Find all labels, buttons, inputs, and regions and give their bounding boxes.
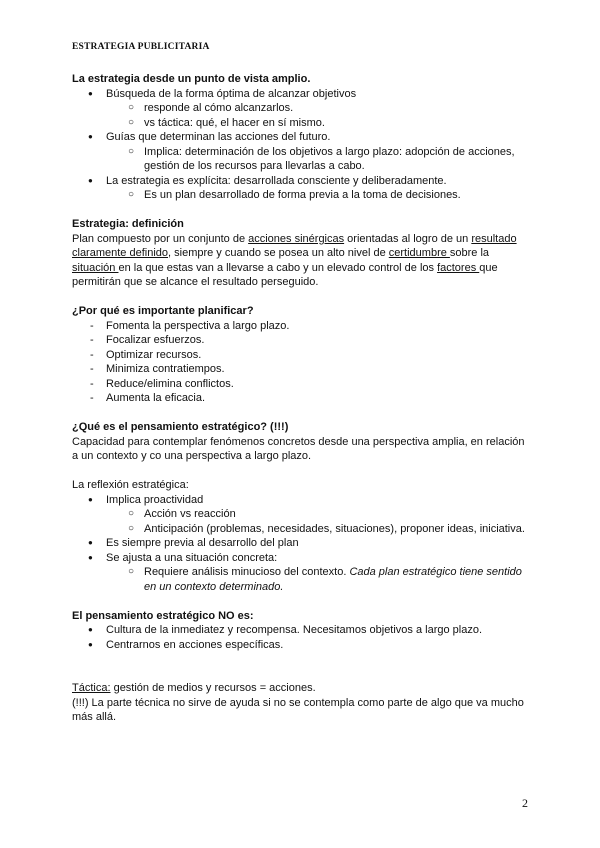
section-title: ¿Qué es el pensamiento estratégico? (!!!) [72, 421, 289, 433]
list-item: ○ Es un plan desarrollado de forma previa a la toma de decisiones. [72, 188, 532, 203]
bullet-list [72, 493, 532, 595]
section-title: El pensamiento estratégico NO es: [72, 609, 254, 622]
underlined-term: factores [437, 261, 480, 274]
bullet-list [72, 87, 532, 203]
list-item: - Aumenta la eficacia. [72, 391, 532, 406]
definition-paragraph [72, 232, 532, 290]
italic-text: Cada plan estratégico tiene sentido en un contexto determinado. [144, 566, 522, 593]
list-item: ○ vs táctica: qué, el hacer en sí mismo. [72, 116, 532, 131]
page-content [72, 72, 532, 725]
text-span: gestión de medios y recursos = acciones. [110, 682, 316, 694]
paragraph: Capacidad para contemplar fenómenos concretos desde una perspectiva amplia, en relación a un contexto y co una perspectiva a largo plazo. [72, 435, 525, 462]
section-title: Estrategia: definición [72, 218, 184, 230]
list-item: ● La estrategia es explícita: desarrollada consciente y deliberadamente. [72, 174, 532, 189]
paragraph: La reflexión estratégica: [72, 479, 189, 491]
list-item: ● Es siempre previa al desarrollo del plan [72, 536, 532, 551]
page-number: 2 [522, 796, 528, 810]
list-item: - Minimiza contratiempos. [72, 362, 532, 377]
underlined-term: acciones sinérgicas [248, 232, 345, 245]
list-item: ● Implica proactividad [72, 493, 532, 508]
dash-list [72, 319, 532, 406]
text-span: Requiere análisis minucioso del contexto. [144, 566, 350, 578]
text-span: Plan compuesto por un conjunto de [72, 232, 249, 245]
list-item: ○ Implica: determinación de los objetivos a largo plazo: adopción de acciones, gestión de los recursos para llevarlas a cabo. [72, 145, 532, 174]
text-span: , siempre y cuando se posea un alto nivel de [168, 247, 389, 259]
list-item: ● Guías que determinan las acciones del futuro. [72, 130, 532, 145]
note-paragraph: (!!!) La parte técnica no sirve de ayuda si no se contempla como parte de algo que va mucho más allá. [72, 696, 524, 723]
section-title: La estrategia desde un punto de vista amplio. [72, 73, 311, 85]
underlined-term: Táctica: [72, 682, 111, 694]
list-item: - Optimizar recursos. [72, 348, 532, 363]
list-item [72, 565, 532, 594]
list-item: ● Se ajusta a una situación concreta: [72, 551, 532, 566]
bullet-list [72, 623, 532, 652]
text-span: en la que estas van a llevarse a cabo y un elevado control de los [118, 261, 438, 274]
text-span: orientadas al logro de un [344, 232, 472, 245]
list-item: ● Cultura de la inmediatez y recompensa. Necesitamos objetivos a largo plazo. [72, 623, 532, 638]
page-header: ESTRATEGIA PUBLICITARIA [72, 42, 210, 52]
list-item: ○ responde al cómo alcanzarlos. [72, 101, 532, 116]
list-item: ● Centrarnos en acciones específicas. [72, 638, 532, 653]
list-item: - Fomenta la perspectiva a largo plazo. [72, 319, 532, 334]
underlined-term: situación [72, 261, 119, 274]
list-item: ○ Anticipación (problemas, necesidades, situaciones), proponer ideas, iniciativa. [72, 522, 532, 537]
tactica-paragraph [72, 681, 532, 696]
underlined-term: certidumbre [388, 247, 450, 259]
underlined-term: resultado claramente definido [72, 232, 517, 259]
section-title: ¿Por qué es importante planificar? [72, 305, 254, 317]
list-item: - Focalizar esfuerzos. [72, 333, 532, 348]
text-span: que permitirán que se alcance el resultado perseguido. [72, 261, 498, 288]
list-item: - Reduce/elimina conflictos. [72, 377, 532, 392]
list-item: ● Búsqueda de la forma óptima de alcanzar objetivos [72, 87, 532, 102]
text-span: sobre la [449, 247, 490, 259]
list-item: ○ Acción vs reacción [72, 507, 532, 522]
